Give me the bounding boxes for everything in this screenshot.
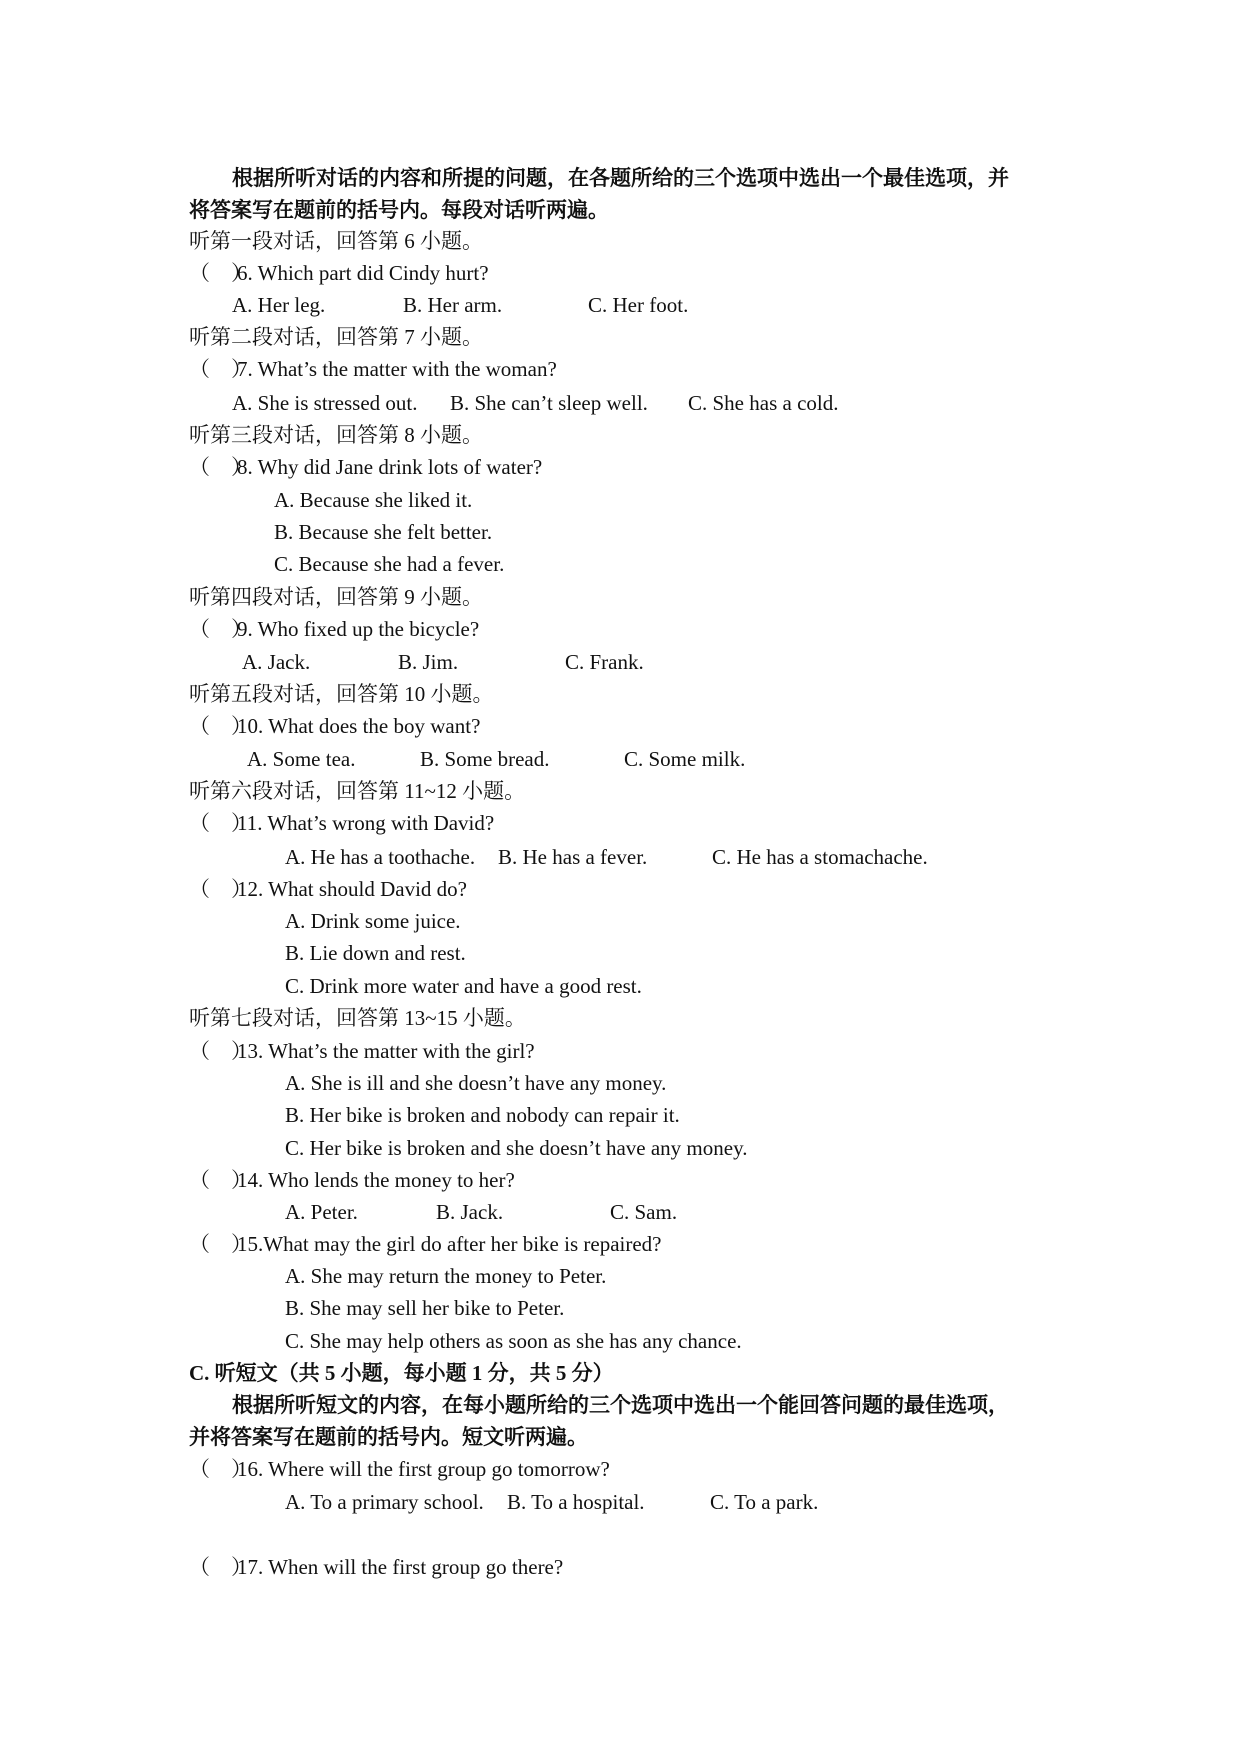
q15-option-a: A. She may return the money to Peter. xyxy=(285,1264,607,1288)
answer-paren: （ ） xyxy=(189,1555,252,1579)
question-text: 6. Which part did Cindy hurt? xyxy=(237,261,489,285)
q13-option-a: A. She is ill and she doesn’t have any money. xyxy=(285,1071,667,1095)
q8-option-b: B. Because she felt better. xyxy=(274,520,493,544)
q12-option-a: A. Drink some juice. xyxy=(285,909,461,933)
q14-option-c: C. Sam. xyxy=(610,1200,678,1224)
q13-option-b: B. Her bike is broken and nobody can repair it. xyxy=(285,1103,680,1127)
q14-option-b: B. Jack. xyxy=(436,1200,504,1224)
q9-option-c: C. Frank. xyxy=(565,650,644,674)
question-8 xyxy=(189,452,542,482)
dialogue-6-heading: 听第六段对话，回答第 11~12 小题。 xyxy=(189,779,526,803)
q10-option-a: A. Some tea. xyxy=(247,747,356,771)
q15-option-c: C. She may help others as soon as she has any chance. xyxy=(285,1329,742,1353)
q11-option-b: B. He has a fever. xyxy=(498,845,648,869)
q16-option-a: A. To a primary school. xyxy=(285,1490,484,1514)
q16-option-c: C. To a park. xyxy=(710,1490,819,1514)
q11-option-a: A. He has a toothache. xyxy=(285,845,476,869)
question-text: 8. Why did Jane drink lots of water? xyxy=(237,455,543,479)
question-text: 7. What’s the matter with the woman? xyxy=(237,357,557,381)
q6-option-a: A. Her leg. xyxy=(232,293,326,317)
question-14 xyxy=(189,1165,515,1195)
question-text: 16. Where will the first group go tomorrow? xyxy=(237,1457,610,1481)
answer-paren: （ ） xyxy=(189,714,252,738)
answer-paren: （ ） xyxy=(189,617,252,641)
question-15 xyxy=(189,1229,662,1259)
answer-paren: （ ） xyxy=(189,261,252,285)
q12-option-b: B. Lie down and rest. xyxy=(285,941,466,965)
q8-option-c: C. Because she had a fever. xyxy=(274,552,505,576)
question-text: 12. What should David do? xyxy=(237,877,467,901)
dialogue-1-heading: 听第一段对话，回答第 6 小题。 xyxy=(189,229,483,253)
question-text: 13. What’s the matter with the girl? xyxy=(237,1039,535,1063)
q10-option-b: B. Some bread. xyxy=(420,747,550,771)
section-c-instruction-2: 并将答案写在题前的括号内。短文听两遍。 xyxy=(189,1425,588,1449)
question-9 xyxy=(189,614,479,644)
section-c-instruction-1: 根据所听短文的内容，在每小题所给的三个选项中选出一个能回答问题的最佳选项， xyxy=(232,1393,1009,1417)
q8-option-a: A. Because she liked it. xyxy=(274,488,473,512)
q10-option-c: C. Some milk. xyxy=(624,747,746,771)
answer-paren: （ ） xyxy=(189,455,252,479)
q13-option-c: C. Her bike is broken and she doesn’t have any money. xyxy=(285,1136,748,1160)
question-11 xyxy=(189,808,494,838)
q9-option-b: B. Jim. xyxy=(398,650,459,674)
question-17 xyxy=(189,1552,563,1582)
answer-paren: （ ） xyxy=(189,877,252,901)
q9-option-a: A. Jack. xyxy=(242,650,311,674)
answer-paren: （ ） xyxy=(189,811,252,835)
answer-paren: （ ） xyxy=(189,1039,252,1063)
instruction-line-1: 根据所听对话的内容和所提的问题，在各题所给的三个选项中选出一个最佳选项，并 xyxy=(232,166,1009,190)
question-text: 10. What does the boy want? xyxy=(237,714,481,738)
q12-option-c: C. Drink more water and have a good rest. xyxy=(285,974,642,998)
dialogue-7-heading: 听第七段对话，回答第 13~15 小题。 xyxy=(189,1006,526,1030)
answer-paren: （ ） xyxy=(189,1457,252,1481)
question-text: 14. Who lends the money to her? xyxy=(237,1168,515,1192)
q7-option-a: A. She is stressed out. xyxy=(232,391,418,415)
dialogue-4-heading: 听第四段对话，回答第 9 小题。 xyxy=(189,585,483,609)
answer-paren: （ ） xyxy=(189,1168,252,1192)
section-c-heading: C. 听短文（共 5 小题，每小题 1 分，共 5 分） xyxy=(189,1361,614,1385)
q6-option-c: C. Her foot. xyxy=(588,293,689,317)
q14-option-a: A. Peter. xyxy=(285,1200,358,1224)
q15-option-b: B. She may sell her bike to Peter. xyxy=(285,1296,565,1320)
question-16 xyxy=(189,1454,610,1484)
question-text: 9. Who fixed up the bicycle? xyxy=(237,617,480,641)
question-13 xyxy=(189,1036,535,1066)
question-6 xyxy=(189,258,489,288)
dialogue-2-heading: 听第二段对话，回答第 7 小题。 xyxy=(189,325,483,349)
q7-option-b: B. She can’t sleep well. xyxy=(450,391,648,415)
q7-option-c: C. She has a cold. xyxy=(688,391,839,415)
instruction-line-2: 将答案写在题前的括号内。每段对话听两遍。 xyxy=(189,198,609,222)
question-text: 15.What may the girl do after her bike is repaired? xyxy=(237,1232,662,1256)
q16-option-b: B. To a hospital. xyxy=(507,1490,645,1514)
dialogue-3-heading: 听第三段对话，回答第 8 小题。 xyxy=(189,423,483,447)
question-text: 11. What’s wrong with David? xyxy=(237,811,495,835)
question-text: 17. When will the first group go there? xyxy=(237,1555,564,1579)
question-10 xyxy=(189,711,480,741)
q6-option-b: B. Her arm. xyxy=(403,293,503,317)
answer-paren: （ ） xyxy=(189,1232,252,1256)
question-12 xyxy=(189,874,467,904)
q11-option-c: C. He has a stomachache. xyxy=(712,845,928,869)
question-7 xyxy=(189,354,557,384)
dialogue-5-heading: 听第五段对话，回答第 10 小题。 xyxy=(189,682,494,706)
answer-paren: （ ） xyxy=(189,357,252,381)
